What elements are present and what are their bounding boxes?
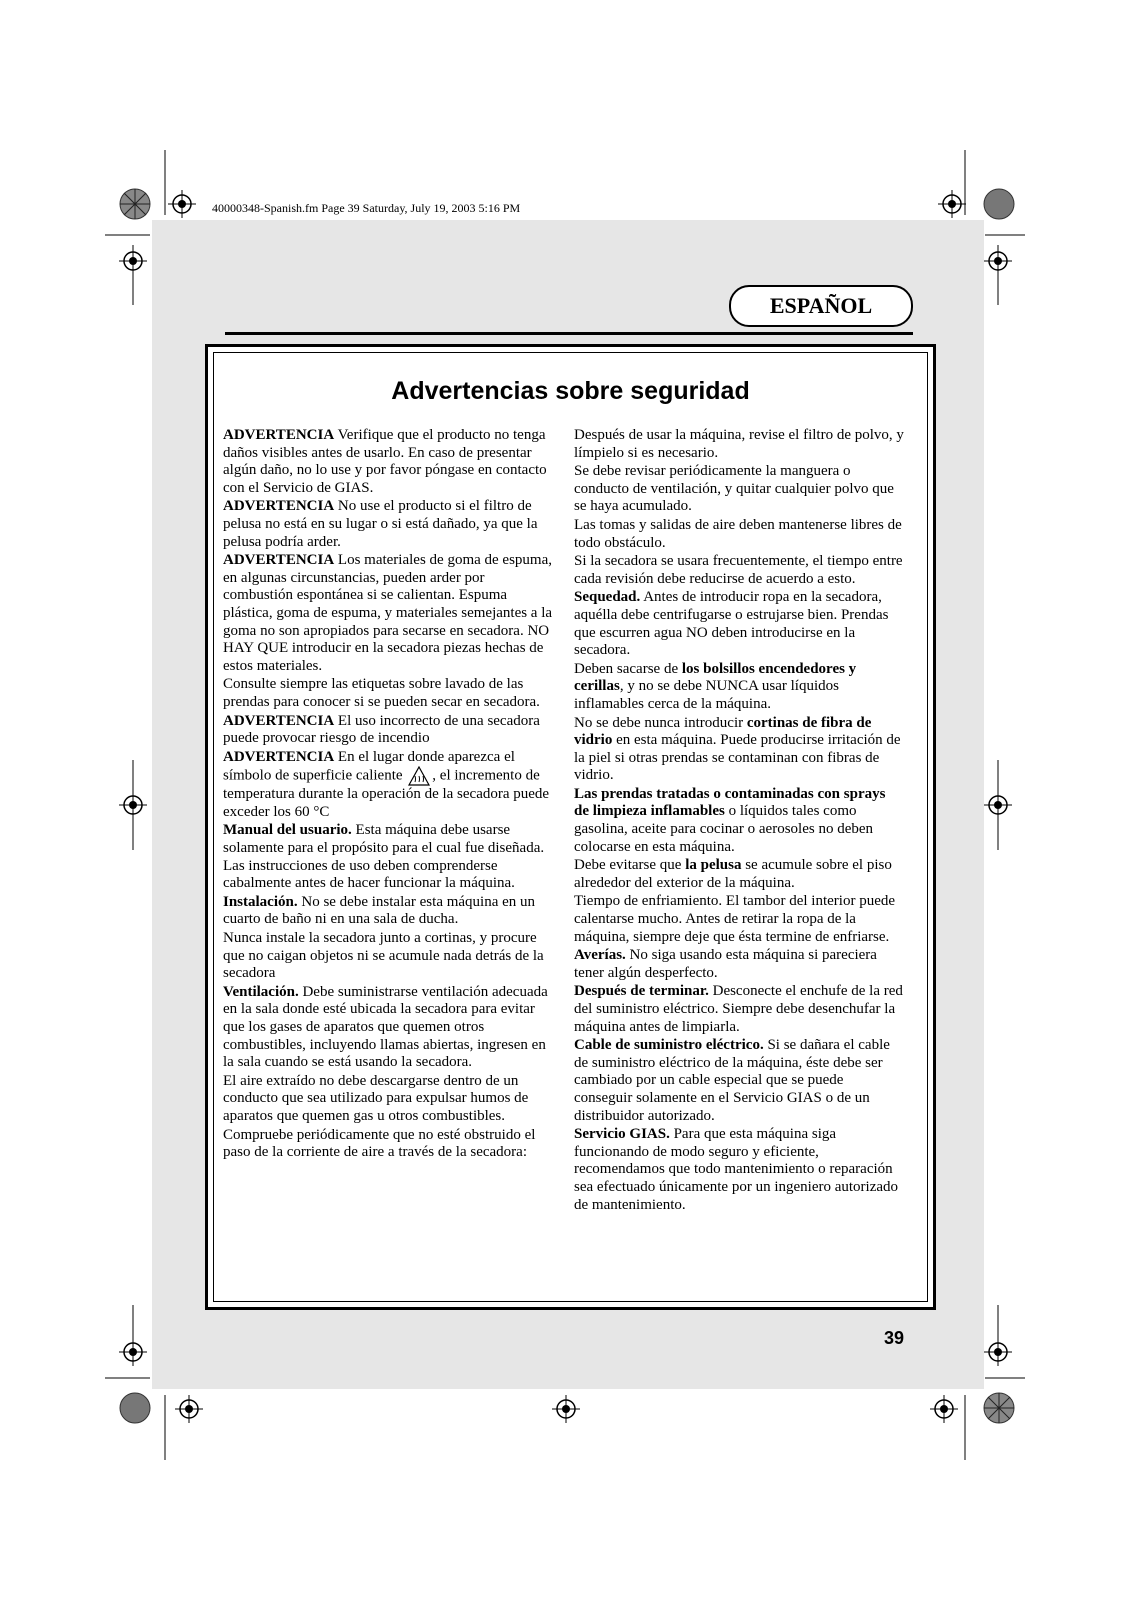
paragraph: Las tomas y salidas de aire deben mantenerse libres de todo obstáculo. <box>574 516 902 551</box>
paragraph: ADVERTENCIA En el lugar donde aparezca el símbolo de superficie caliente , el incremento de temperatura durante la operación de la secadora puede exceder los 60 °C <box>223 748 550 820</box>
paragraph: Averías. No siga usando esta máquina si pareciera tener algún desperfecto. <box>574 947 877 981</box>
paragraph: Nunca instale la secadora junto a cortinas, y procure que no caigan objetos ni se acumule nada detrás de la secadora <box>223 930 544 982</box>
registration-mark-icon <box>984 1338 1012 1366</box>
paragraph: Ventilación. Debe suministrarse ventilación adecuada en la sala donde esté ubicada la secadora para evitar que los gases de aparatos que quemen otros combustibles, incluyendo llamas abiertas, ingresen en la sala cuando se está usando la secadora. <box>223 983 548 1071</box>
file-info-header: 40000348-Spanish.fm Page 39 Saturday, July 19, 2003 5:16 PM <box>212 201 521 215</box>
paragraph: ADVERTENCIA Los materiales de goma de espuma, en algunas circunstancias, pueden arder por combustión espontánea si se calientan. Espuma plástica, goma de espuma, y materiales semejantes a la goma no son apropiados para secarse en secadora. NO HAY QUE introducir en la secadora piezas hechas de estos materiales. <box>223 552 553 674</box>
paragraph: Se debe revisar periódicamente la manguera o conducto de ventilación, y quitar cualquier polvo que se haya acumulado. <box>574 463 894 515</box>
hot-surface-warning-icon <box>408 766 430 786</box>
paragraph: Compruebe periódicamente que no esté obstruido el paso de la corriente de aire a través de la secadora: <box>223 1126 536 1161</box>
color-calibration-wheel-icon <box>119 188 151 220</box>
paragraph: No se debe nunca introducir cortinas de fibra de vidrio en esta máquina. Puede producirse irritación de la piel si otras prendas se contaminan con fibras de vidrio. <box>574 714 901 784</box>
right-column <box>574 427 904 1214</box>
color-calibration-wheel-icon <box>119 1392 151 1424</box>
registration-mark-icon <box>119 1338 147 1366</box>
registration-mark-icon <box>984 247 1012 275</box>
paragraph: ADVERTENCIA El uso incorrecto de una secadora puede provocar riesgo de incendio <box>223 712 540 747</box>
registration-mark-icon <box>168 190 196 218</box>
paragraph: Consulte siempre las etiquetas sobre lavado de las prendas para conocer si se pueden secar en secadora. <box>223 676 540 710</box>
paragraph: El aire extraído no debe descargarse dentro de un conducto que sea utilizado para expulsar humos de aparatos que quemen gas u otros combustibles. <box>223 1072 529 1124</box>
language-tab: ESPAÑOL <box>729 285 913 327</box>
header-rule <box>225 332 913 335</box>
paragraph: Tiempo de enfriamiento. El tambor del interior puede calentarse mucho. Antes de retirar la ropa de la máquina, siempre deje que ésta termine de enfriarse. <box>574 893 896 945</box>
paragraph: Si la secadora se usara frecuentemente, el tiempo entre cada revisión debe reducirse de acuerdo a esto. <box>574 553 903 587</box>
registration-mark-icon <box>119 791 147 819</box>
paragraph: Cable de suministro eléctrico. Si se dañara el cable de suministro eléctrico de la máquina, éste debe ser cambiado por un cable especial que se puede conseguir solamente en el Servicio GIAS o de un distribuidor autorizado. <box>574 1037 890 1124</box>
registration-mark-icon <box>175 1395 203 1423</box>
left-column <box>223 427 555 1162</box>
paragraph: Después de terminar. Desconecte el enchufe de la red del suministro eléctrico. Siempre debe desenchufar la máquina antes de limpiarla. <box>574 983 903 1035</box>
paragraph: ADVERTENCIA No use el producto si el filtro de pelusa no está en su lugar o si está dañado, ya que la pelusa podría arder. <box>223 498 538 550</box>
registration-mark-icon <box>930 1395 958 1423</box>
registration-mark-icon <box>552 1395 580 1423</box>
safety-warnings-box <box>205 344 936 1310</box>
page-number: 39 <box>884 1328 905 1348</box>
color-calibration-wheel-icon <box>983 188 1015 220</box>
paragraph: Las prendas tratadas o contaminadas con sprays de limpieza inflamables o líquidos tales como gasolina, aceite para cocinar o aerosoles no deben colocarse en esta máquina. <box>574 785 886 855</box>
paragraph: Servicio GIAS. Para que esta máquina siga funcionando de modo seguro y eficiente, recomendamos que todo mantenimiento o reparación sea efectuado únicamente por un ingeniero autorizado de mantenimiento. <box>574 1126 899 1213</box>
paragraph: Deben sacarse de los bolsillos encendedores y cerillas, y no se debe NUNCA usar líquidos inflamables cerca de la máquina. <box>574 660 857 712</box>
registration-mark-icon <box>119 247 147 275</box>
paragraph: Debe evitarse que la pelusa se acumule sobre el piso alrededor del exterior de la máquina. <box>574 857 892 891</box>
registration-mark-icon <box>984 791 1012 819</box>
paragraph: ADVERTENCIA Verifique que el producto no tenga daños visibles antes de usarlo. En caso de presentar algún daño, no lo use y por favor póngase en contacto con el Servicio de GIAS. <box>223 427 547 496</box>
paragraph: Sequedad. Antes de introducir ropa en la secadora, aquélla debe centrifugarse o estrujarse bien. Prendas que escurren agua NO deben introducirse en la secadora. <box>574 589 889 659</box>
page-title: Advertencias sobre seguridad <box>391 377 750 405</box>
paragraph: Manual del usuario. Esta máquina debe usarse solamente para el propósito para el cual fue diseñada. Las instrucciones de uso deben comprenderse cabalmente antes de hacer funcionar la máquina. <box>223 822 545 892</box>
registration-mark-icon <box>938 190 966 218</box>
paragraph: Instalación. No se debe instalar esta máquina en un cuarto de baño ni en una sala de ducha. <box>223 893 536 928</box>
color-calibration-wheel-icon <box>983 1392 1015 1424</box>
paragraph: Después de usar la máquina, revise el filtro de polvo, y límpielo si es necesario. <box>574 427 904 461</box>
